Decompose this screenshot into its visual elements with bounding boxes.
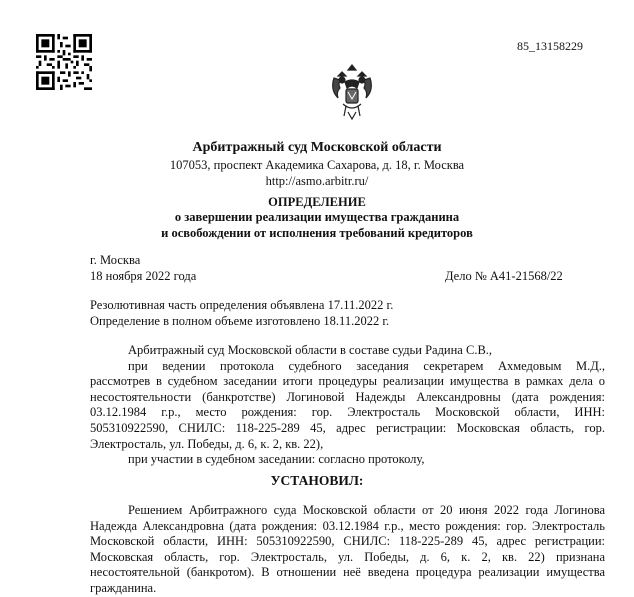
established-line: Московской области, ИНН: 505310922590, СНИЛС: 118-225-289 45, адрес регистрации: — [90, 534, 605, 549]
intro-line: 505310922590, СНИЛС: 118-225-289 45, адрес регистрации: Московская область, гор. — [90, 420, 605, 435]
intro-line: Арбитражный суд Московской области в составе судьи Радина С.В., — [128, 343, 493, 357]
court-website: http://asmo.arbitr.ru/ — [265, 174, 369, 188]
intro-line: при ведении протокола судебного заседания секретарем Ахмедовым М.Д., — [128, 358, 605, 373]
section-heading: УСТАНОВИЛ: — [270, 473, 364, 488]
established-line: Надежда Александровна (дата рождения: 03.12.1984 г.р., место рождения: гор. Электросталь — [90, 518, 605, 533]
intro-line: при участии в судебном заседании: согласно протоколу, — [128, 452, 425, 467]
intro-line: рассмотрев в судебном заседании итоги процедуры реализации имущества в рамках дела о — [90, 374, 605, 389]
court-address: 107053, проспект Академика Сахарова, д. 18, г. Москва — [169, 158, 465, 172]
qr-code — [36, 34, 92, 90]
intro-line: Электросталь, ул. Победы, д. 6, к. 2, кв. 22), — [90, 436, 324, 451]
established-line: Решением Арбитражного суда Московской области от 20 июня 2022 года Логинова — [128, 503, 605, 517]
established-line: несостоятельной (банкротом). В отношении неё введена процедура реализации имущества — [90, 565, 605, 580]
intro-paragraph — [90, 343, 605, 468]
document-id: 85_13158229 — [517, 39, 583, 53]
court-name: Арбитражный суд Московской области — [192, 140, 442, 155]
document-date: 18 ноября 2022 года — [90, 269, 197, 283]
document-type: ОПРЕДЕЛЕНИЕ — [268, 195, 366, 209]
established-line: Московская область, гор. Электросталь, ул. Победы, д. 6, к. 2, кв. 22) признана — [90, 549, 605, 564]
city: г. Москва — [90, 253, 141, 267]
intro-line: 03.12.1984 г.р., место рождения: гор. Электросталь Московской области, ИНН: — [90, 405, 605, 420]
established-line: гражданина. — [90, 580, 157, 595]
subject-line-1: о завершении реализации имущества гражданина — [174, 210, 460, 224]
full-text-made: Определение в полном объеме изготовлено 18.11.2022 г. — [90, 314, 390, 328]
established-paragraph — [90, 503, 605, 597]
coat-of-arms-icon — [328, 62, 376, 122]
subject-line-2: и освобождении от исполнения требований кредиторов — [161, 226, 473, 240]
case-number: Дело № А41-21568/22 — [445, 269, 563, 283]
resolution-announced: Резолютивная часть определения объявлена 17.11.2022 г. — [90, 298, 394, 312]
intro-line: несостоятельности (банкротстве) Логиновой Надежды Александровны (дата рождения: — [90, 389, 605, 404]
